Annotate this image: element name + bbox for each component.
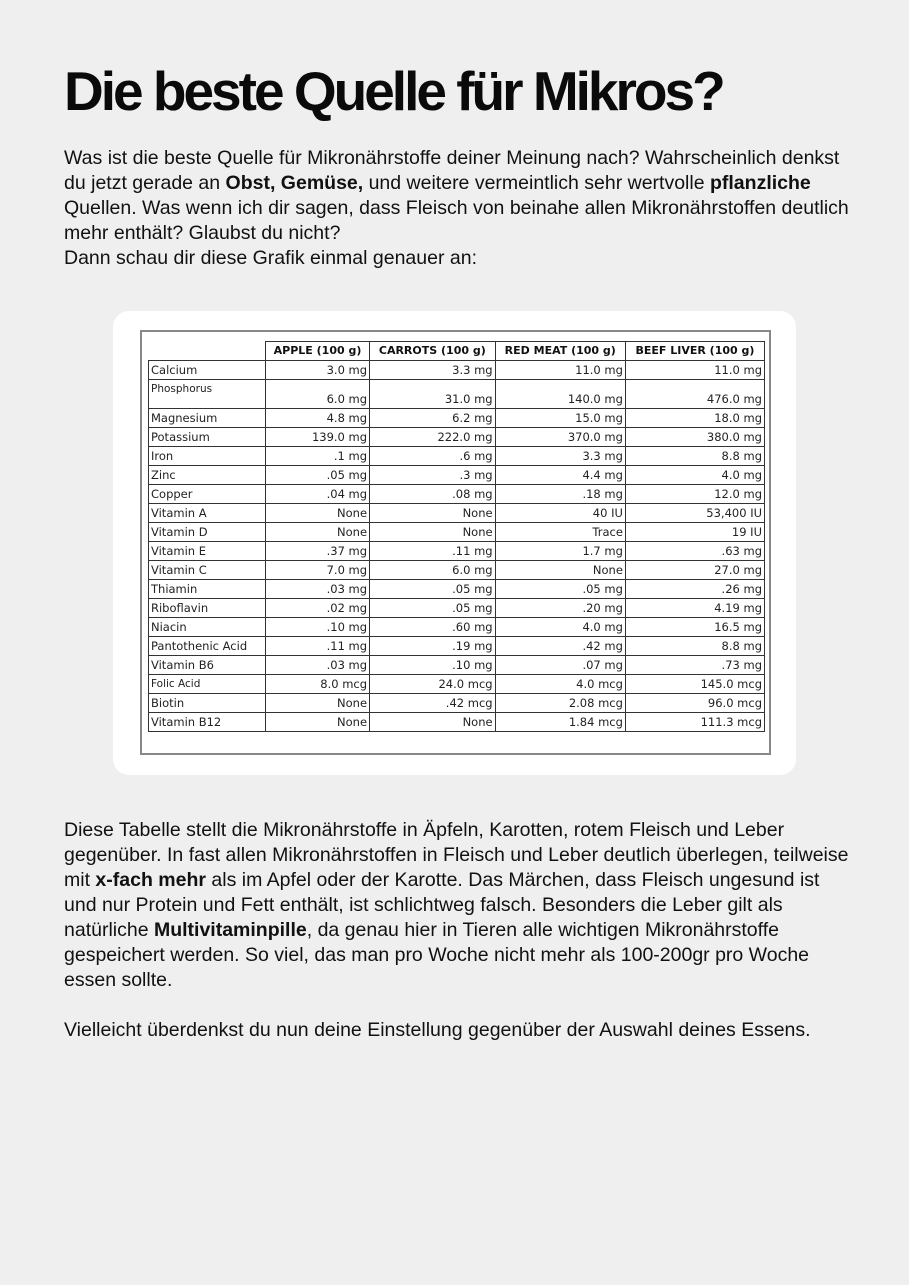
value-red-meat: Trace (495, 523, 625, 542)
value-apple: .04 mg (266, 485, 370, 504)
value-apple: None (266, 504, 370, 523)
value-carrots: .3 mg (370, 466, 496, 485)
intro-text-1: Was ist die beste Quelle für Mikronährstoffe deiner Meinung nach? Wahrscheinlich denkst du jetzt gerade an (64, 147, 840, 194)
nutrient-name: Vitamin E (149, 542, 266, 561)
table-row (149, 580, 765, 599)
value-red-meat: 1.84 mcg (495, 713, 625, 732)
table-row (149, 523, 765, 542)
value-red-meat: .05 mg (495, 580, 625, 599)
value-beef-liver: 111.3 mcg (625, 713, 764, 732)
body-text-1: Diese Tabelle stellt die Mikronährstoffe in Äpfeln, Karotten, rotem Fleisch und Leber gegenüber. In fast allen Mikronährstoffen in Fleisch und Leber deutlich überlegen, teilweise mit (64, 819, 849, 891)
value-carrots: 6.2 mg (370, 409, 496, 428)
value-carrots: 3.3 mg (370, 361, 496, 380)
table-row (149, 447, 765, 466)
nutrient-name: Vitamin D (149, 523, 266, 542)
value-apple: 4.8 mg (266, 409, 370, 428)
value-red-meat: .20 mg (495, 599, 625, 618)
value-apple: None (266, 694, 370, 713)
value-red-meat: 4.0 mcg (495, 675, 625, 694)
table-row (149, 675, 765, 694)
value-apple: .03 mg (266, 656, 370, 675)
value-beef-liver: .73 mg (625, 656, 764, 675)
value-carrots: 222.0 mg (370, 428, 496, 447)
nutrient-name: Pantothenic Acid (149, 637, 266, 656)
value-beef-liver: 145.0 mcg (625, 675, 764, 694)
nutrient-name: Vitamin A (149, 504, 266, 523)
table-row (149, 599, 765, 618)
value-carrots: None (370, 504, 496, 523)
table-row (149, 504, 765, 523)
header-apple: APPLE (100 g) (266, 342, 370, 361)
intro-bold-fruit-veg: Obst, Gemüse, (225, 172, 364, 194)
nutrient-name: Niacin (149, 618, 266, 637)
body-bold-multivitamin: Multivitaminpille (153, 919, 307, 941)
header-beef-liver: BEEF LIVER (100 g) (625, 342, 764, 361)
table-row (149, 361, 765, 380)
nutrient-name: Riboflavin (149, 599, 266, 618)
value-beef-liver: 16.5 mg (625, 618, 764, 637)
table-body (149, 361, 765, 732)
table-row (149, 637, 765, 656)
value-red-meat: 2.08 mcg (495, 694, 625, 713)
body-text-2: als im Apfel oder der Karotte. Das Märchen, dass Fleisch ungesund ist und nur Protein und Fett enthält, ist schlichtweg falsch. Besonders die Leber gilt als natürliche (64, 869, 820, 941)
value-beef-liver: 476.0 mg (625, 380, 764, 409)
value-carrots: None (370, 523, 496, 542)
header-red-meat: RED MEAT (100 g) (495, 342, 625, 361)
value-beef-liver: 380.0 mg (625, 428, 764, 447)
value-carrots: .05 mg (370, 599, 496, 618)
value-apple: 6.0 mg (266, 380, 370, 409)
table-row (149, 542, 765, 561)
value-carrots: .08 mg (370, 485, 496, 504)
value-carrots: 6.0 mg (370, 561, 496, 580)
value-apple: .11 mg (266, 637, 370, 656)
table-row (149, 409, 765, 428)
value-carrots: .05 mg (370, 580, 496, 599)
intro-paragraph (64, 146, 854, 271)
table-row (149, 466, 765, 485)
value-apple: None (266, 523, 370, 542)
intro-text-2: und weitere vermeintlich sehr wertvolle (363, 172, 710, 194)
value-red-meat: .07 mg (495, 656, 625, 675)
nutrient-name: Thiamin (149, 580, 266, 599)
table-row (149, 485, 765, 504)
nutrient-table-image (140, 330, 771, 755)
nutrient-name: Phosphorus (149, 380, 266, 409)
value-apple: 7.0 mg (266, 561, 370, 580)
value-apple: 3.0 mg (266, 361, 370, 380)
table-row (149, 656, 765, 675)
table-row (149, 380, 765, 409)
value-beef-liver: 11.0 mg (625, 361, 764, 380)
value-red-meat: 3.3 mg (495, 447, 625, 466)
nutrient-name: Vitamin B6 (149, 656, 266, 675)
value-apple: .02 mg (266, 599, 370, 618)
value-carrots: .11 mg (370, 542, 496, 561)
intro-text-3: Quellen. Was wenn ich dir sagen, dass Fleisch von beinahe allen Mikronährstoffen deutlich mehr enthält? Glaubst du nicht? (64, 197, 849, 244)
value-beef-liver: 18.0 mg (625, 409, 764, 428)
value-beef-liver: 4.0 mg (625, 466, 764, 485)
value-red-meat: 4.4 mg (495, 466, 625, 485)
value-beef-liver: 27.0 mg (625, 561, 764, 580)
nutrient-name: Vitamin C (149, 561, 266, 580)
value-beef-liver: 8.8 mg (625, 447, 764, 466)
table-row (149, 561, 765, 580)
nutrient-name: Potassium (149, 428, 266, 447)
table-row (149, 713, 765, 732)
intro-text-4: Dann schau dir diese Grafik einmal genauer an: (64, 247, 477, 269)
value-beef-liver: 19 IU (625, 523, 764, 542)
header-blank (149, 342, 266, 361)
value-carrots: 31.0 mg (370, 380, 496, 409)
value-apple: .37 mg (266, 542, 370, 561)
nutrient-name: Copper (149, 485, 266, 504)
value-red-meat: 4.0 mg (495, 618, 625, 637)
value-apple: None (266, 713, 370, 732)
value-red-meat: 140.0 mg (495, 380, 625, 409)
closing-paragraph: Vielleicht überdenkst du nun deine Einstellung gegenüber der Auswahl deines Essens. (64, 1019, 811, 1041)
value-apple: .03 mg (266, 580, 370, 599)
value-beef-liver: .26 mg (625, 580, 764, 599)
value-red-meat: .18 mg (495, 485, 625, 504)
value-carrots: .6 mg (370, 447, 496, 466)
nutrient-name: Magnesium (149, 409, 266, 428)
intro-bold-plant: pflanzliche (709, 172, 811, 194)
value-carrots: .42 mcg (370, 694, 496, 713)
nutrient-name: Biotin (149, 694, 266, 713)
value-red-meat: None (495, 561, 625, 580)
value-apple: .05 mg (266, 466, 370, 485)
nutrient-table (148, 341, 765, 732)
table-row (149, 428, 765, 447)
value-carrots: 24.0 mcg (370, 675, 496, 694)
value-beef-liver: 12.0 mg (625, 485, 764, 504)
value-red-meat: 370.0 mg (495, 428, 625, 447)
value-beef-liver: 4.19 mg (625, 599, 764, 618)
value-red-meat: 40 IU (495, 504, 625, 523)
value-beef-liver: 53,400 IU (625, 504, 764, 523)
nutrient-name: Zinc (149, 466, 266, 485)
body-paragraph (64, 818, 854, 993)
value-carrots: .19 mg (370, 637, 496, 656)
nutrient-name: Folic Acid (149, 675, 266, 694)
value-beef-liver: 8.8 mg (625, 637, 764, 656)
nutrient-name: Calcium (149, 361, 266, 380)
header-carrots: CARROTS (100 g) (370, 342, 496, 361)
value-red-meat: .42 mg (495, 637, 625, 656)
value-apple: .10 mg (266, 618, 370, 637)
value-apple: 139.0 mg (266, 428, 370, 447)
value-beef-liver: 96.0 mcg (625, 694, 764, 713)
value-carrots: None (370, 713, 496, 732)
body-text-3: , da genau hier in Tieren alle wichtigen Mikronährstoffe gespeichert werden. So viel, das man pro Woche nicht mehr als 100-200gr pro Woche essen sollte. (64, 919, 810, 991)
value-red-meat: 15.0 mg (495, 409, 625, 428)
table-row (149, 694, 765, 713)
value-beef-liver: .63 mg (625, 542, 764, 561)
nutrient-name: Vitamin B12 (149, 713, 266, 732)
table-header-row (149, 342, 765, 361)
value-apple: .1 mg (266, 447, 370, 466)
nutrient-name: Iron (149, 447, 266, 466)
table-row (149, 618, 765, 637)
value-red-meat: 1.7 mg (495, 542, 625, 561)
body-bold-xfach: x-fach mehr (95, 869, 206, 891)
value-apple: 8.0 mcg (266, 675, 370, 694)
page-title: Die beste Quelle für Mikros? (64, 60, 723, 122)
value-carrots: .10 mg (370, 656, 496, 675)
value-carrots: .60 mg (370, 618, 496, 637)
value-red-meat: 11.0 mg (495, 361, 625, 380)
